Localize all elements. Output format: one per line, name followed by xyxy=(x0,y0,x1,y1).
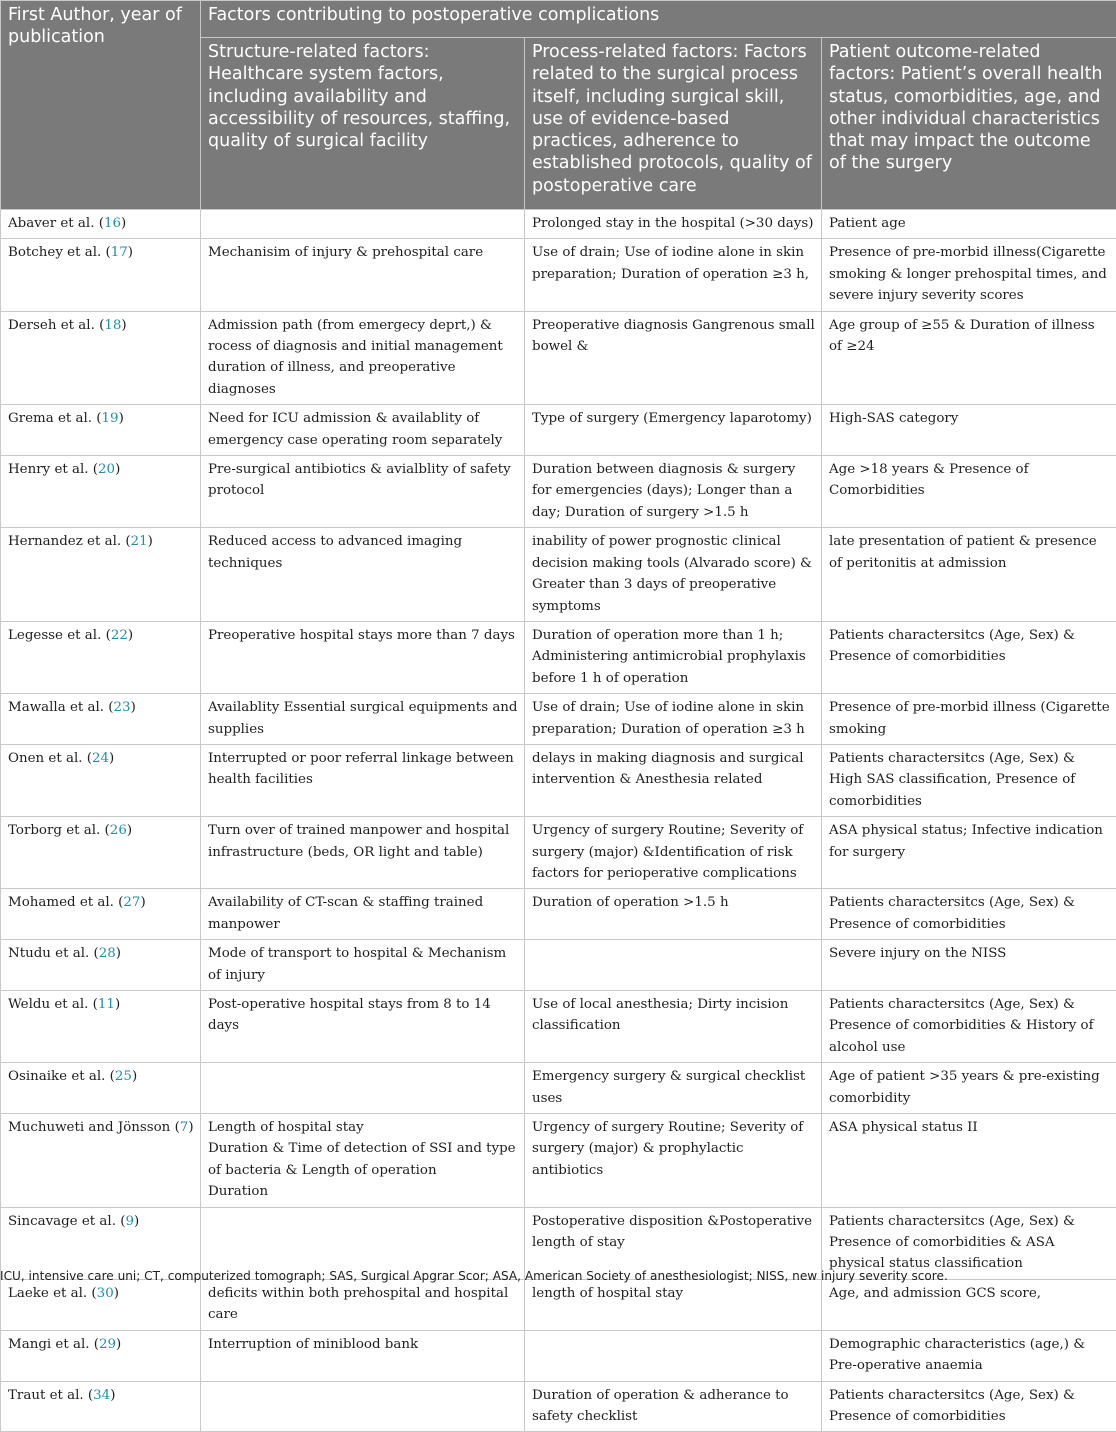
author-cell xyxy=(1,1330,201,1381)
table-footnote: ICU, intensive care uni; CT, computerized tomograph; SAS, Surgical Apgrar Scor; ASA, American Society of anesthesiologist; NISS, new injury severity score. xyxy=(0,1267,1116,1285)
author-cell xyxy=(1,456,201,528)
author-cell xyxy=(1,991,201,1063)
reference-close-paren: ) xyxy=(114,1286,119,1301)
reference-link[interactable]: 23 xyxy=(114,700,131,715)
structure-factor-cell xyxy=(201,1381,525,1432)
author-name: Mohamed et al. ( xyxy=(8,895,123,910)
table-row xyxy=(1,456,1116,528)
table-row xyxy=(1,239,1116,311)
outcome-factor-cell: Patients charactersitcs (Age, Sex) & Presence of comorbidities xyxy=(822,1381,1116,1432)
reference-close-paren: ) xyxy=(110,1388,115,1403)
structure-factor-cell: Mechanisim of injury & prehospital care xyxy=(201,239,525,311)
header-factors-group: Factors contributing to postoperative complications xyxy=(201,1,1116,38)
structure-factor-cell: Turn over of trained manpower and hospital infrastructure (beds, OR light and table) xyxy=(201,817,525,889)
author-name: Legesse et al. ( xyxy=(8,628,111,643)
reference-link[interactable]: 11 xyxy=(98,997,115,1012)
author-cell xyxy=(1,817,201,889)
author-name: Mawalla et al. ( xyxy=(8,700,114,715)
reference-close-paren: ) xyxy=(121,318,126,333)
reference-close-paren: ) xyxy=(121,216,126,231)
header-process-factors: Process-related factors: Factors related to the surgical process itself, including surgical skill, use of evidence-based practices, adherence to established protocols, quality of postoperative care xyxy=(525,38,822,210)
reference-link[interactable]: 25 xyxy=(115,1069,132,1084)
reference-close-paren: ) xyxy=(140,895,145,910)
structure-factor-cell xyxy=(201,210,525,239)
author-cell xyxy=(1,621,201,693)
author-cell xyxy=(1,694,201,745)
table-row xyxy=(1,889,1116,940)
structure-factor-cell: Admission path (from emergecy deprt,) & rocess of diagnosis and initial management duration of illness, and preoperative diagnoses xyxy=(201,311,525,405)
structure-factor-cell xyxy=(201,1114,525,1208)
structure-factor-cell: deficits within both prehospital and hospital care xyxy=(201,1279,525,1330)
reference-close-paren: ) xyxy=(128,628,133,643)
outcome-factor-cell: Presence of pre-morbid illness(Cigarette smoking & longer prehospital times, and severe injury severity scores xyxy=(822,239,1116,311)
structure-factor-cell: Interruption of miniblood bank xyxy=(201,1330,525,1381)
author-name: Ntudu et al. ( xyxy=(8,946,99,961)
reference-link[interactable]: 9 xyxy=(125,1214,134,1229)
author-cell xyxy=(1,528,201,622)
table-row xyxy=(1,1381,1116,1432)
reference-link[interactable]: 24 xyxy=(92,751,109,766)
author-cell xyxy=(1,405,201,456)
reference-close-paren: ) xyxy=(116,946,121,961)
reference-link[interactable]: 16 xyxy=(104,216,121,231)
process-factor-cell xyxy=(525,1330,822,1381)
outcome-factor-cell: Age of patient >35 years & pre-existing comorbidity xyxy=(822,1063,1116,1114)
author-cell xyxy=(1,239,201,311)
outcome-factor-cell: Age group of ≥55 & Duration of illness of ≥24 xyxy=(822,311,1116,405)
reference-link[interactable]: 21 xyxy=(131,534,148,549)
outcome-factor-cell: Patients charactersitcs (Age, Sex) & Presence of comorbidities & History of alcohol use xyxy=(822,991,1116,1063)
author-name: Sincavage et al. ( xyxy=(8,1214,125,1229)
process-factor-cell: delays in making diagnosis and surgical intervention & Anesthesia related xyxy=(525,744,822,816)
table-row xyxy=(1,528,1116,622)
outcome-factor-cell: Presence of pre-morbid illness (Cigarette smoking xyxy=(822,694,1116,745)
outcome-factor-cell: Patients charactersitcs (Age, Sex) & Presence of comorbidities & ASA physical status classification xyxy=(822,1207,1116,1279)
process-factor-cell: Use of local anesthesia; Dirty incision classification xyxy=(525,991,822,1063)
author-name: Derseh et al. ( xyxy=(8,318,104,333)
process-factor-cell: inability of power prognostic clinical decision making tools (Alvarado score) & Greater than 3 days of preoperative symptoms xyxy=(525,528,822,622)
reference-link[interactable]: 19 xyxy=(102,411,119,426)
table-row xyxy=(1,991,1116,1063)
reference-close-paren: ) xyxy=(119,411,124,426)
structure-factor-cell: Post-operative hospital stays from 8 to 14 days xyxy=(201,991,525,1063)
structure-factor-cell: Need for ICU admission & availablity of emergency case operating room separately xyxy=(201,405,525,456)
author-name: Traut et al. ( xyxy=(8,1388,93,1403)
author-name: Laeke et al. ( xyxy=(8,1286,97,1301)
reference-close-paren: ) xyxy=(116,1337,121,1352)
reference-close-paren: ) xyxy=(148,534,153,549)
structure-factor-cell: Mode of transport to hospital & Mechanism of injury xyxy=(201,940,525,991)
author-name: Mangi et al. ( xyxy=(8,1337,99,1352)
process-factor-cell: length of hospital stay xyxy=(525,1279,822,1330)
outcome-factor-cell: Patients charactersitcs (Age, Sex) & High SAS classification, Presence of comorbidities xyxy=(822,744,1116,816)
table-row xyxy=(1,210,1116,239)
table-row xyxy=(1,405,1116,456)
outcome-factor-cell: Patient age xyxy=(822,210,1116,239)
process-factor-cell: Preoperative diagnosis Gangrenous small bowel & xyxy=(525,311,822,405)
structure-factor-cell: Pre-surgical antibiotics & avialblity of safety protocol xyxy=(201,456,525,528)
author-name: Hernandez et al. ( xyxy=(8,534,131,549)
reference-close-paren: ) xyxy=(127,823,132,838)
structure-factor-cell: Preoperative hospital stays more than 7 days xyxy=(201,621,525,693)
header-structure-factors: Structure-related factors: Healthcare system factors, including availability and accessibility of resources, staffing, quality of surgical facility xyxy=(201,38,525,210)
reference-link[interactable]: 28 xyxy=(99,946,116,961)
process-factor-cell: Use of drain; Use of iodine alone in skin preparation; Duration of operation ≥3 h xyxy=(525,694,822,745)
table-row xyxy=(1,744,1116,816)
table-row xyxy=(1,1279,1116,1330)
reference-close-paren: ) xyxy=(132,1069,137,1084)
table-row xyxy=(1,694,1116,745)
reference-close-paren: ) xyxy=(131,700,136,715)
author-name: Henry et al. ( xyxy=(8,462,98,477)
structure-factor-line: Duration & Time of detection of SSI and type of bacteria & Length of operation xyxy=(208,1138,518,1181)
reference-close-paren: ) xyxy=(115,997,120,1012)
reference-link[interactable]: 26 xyxy=(110,823,127,838)
table-row xyxy=(1,817,1116,889)
author-cell xyxy=(1,1063,201,1114)
outcome-factor-cell: late presentation of patient & presence of peritonitis at admission xyxy=(822,528,1116,622)
outcome-factor-cell: High-SAS category xyxy=(822,405,1116,456)
author-cell xyxy=(1,311,201,405)
outcome-factor-cell: Severe injury on the NISS xyxy=(822,940,1116,991)
table-row xyxy=(1,621,1116,693)
structure-factor-cell: Availability of CT-scan & staffing trained manpower xyxy=(201,889,525,940)
reference-link[interactable]: 27 xyxy=(123,895,140,910)
author-cell xyxy=(1,1114,201,1208)
reference-link[interactable]: 18 xyxy=(104,318,121,333)
table-row xyxy=(1,1114,1116,1208)
author-cell xyxy=(1,889,201,940)
author-name: Weldu et al. ( xyxy=(8,997,98,1012)
author-cell xyxy=(1,1279,201,1330)
reference-close-paren: ) xyxy=(115,462,120,477)
author-name: Torborg et al. ( xyxy=(8,823,110,838)
outcome-factor-cell: ASA physical status; Infective indication for surgery xyxy=(822,817,1116,889)
author-name: Onen et al. ( xyxy=(8,751,92,766)
process-factor-cell: Emergency surgery & surgical checklist uses xyxy=(525,1063,822,1114)
structure-factor-line: Length of hospital stay xyxy=(208,1117,518,1138)
structure-factor-line: Duration xyxy=(208,1181,518,1202)
outcome-factor-cell: Demographic characteristics (age,) & Pre-operative anaemia xyxy=(822,1330,1116,1381)
outcome-factor-cell: Age, and admission GCS score, xyxy=(822,1279,1116,1330)
author-name: Muchuweti and Jönsson ( xyxy=(8,1120,180,1135)
outcome-factor-cell: Patients charactersitcs (Age, Sex) & Presence of comorbidities xyxy=(822,621,1116,693)
process-factor-cell: Prolonged stay in the hospital (>30 days) xyxy=(525,210,822,239)
outcome-factor-cell: ASA physical status II xyxy=(822,1114,1116,1208)
author-cell xyxy=(1,744,201,816)
author-cell xyxy=(1,940,201,991)
structure-factor-cell xyxy=(201,1063,525,1114)
process-factor-cell: Duration between diagnosis & surgery for emergencies (days); Longer than a day; Duration of surgery >1.5 h xyxy=(525,456,822,528)
reference-link[interactable]: 30 xyxy=(97,1286,114,1301)
reference-close-paren: ) xyxy=(109,751,114,766)
structure-factor-cell: Reduced access to advanced imaging techniques xyxy=(201,528,525,622)
reference-link[interactable]: 7 xyxy=(180,1120,189,1135)
process-factor-cell: Postoperative disposition &Postoperative length of stay xyxy=(525,1207,822,1279)
author-cell xyxy=(1,1381,201,1432)
reference-link[interactable]: 17 xyxy=(111,245,128,260)
process-factor-cell: Use of drain; Use of iodine alone in skin preparation; Duration of operation ≥3 h, xyxy=(525,239,822,311)
table-row xyxy=(1,1063,1116,1114)
process-factor-cell: Duration of operation >1.5 h xyxy=(525,889,822,940)
table-row xyxy=(1,1330,1116,1381)
process-factor-cell: Duration of operation more than 1 h; Administering antimicrobial prophylaxis before 1 h of operation xyxy=(525,621,822,693)
process-factor-cell xyxy=(525,940,822,991)
table-row xyxy=(1,311,1116,405)
process-factor-cell: Duration of operation & adherance to safety checklist xyxy=(525,1381,822,1432)
reference-link[interactable]: 34 xyxy=(93,1388,110,1403)
process-factor-cell: Type of surgery (Emergency laparotomy) xyxy=(525,405,822,456)
structure-factor-cell: Interrupted or poor referral linkage between health facilities xyxy=(201,744,525,816)
process-factor-cell: Urgency of surgery Routine; Severity of surgery (major) & prophylactic antibiotics xyxy=(525,1114,822,1208)
structure-factor-cell: Availablity Essential surgical equipments and supplies xyxy=(201,694,525,745)
header-first-author: First Author, year of publication xyxy=(1,1,201,210)
header-outcome-factors: Patient outcome-related factors: Patient’s overall health status, comorbidities, age, and other individual characteristics that may impact the outcome of the surgery xyxy=(822,38,1116,210)
reference-link[interactable]: 29 xyxy=(99,1337,116,1352)
author-name: Grema et al. ( xyxy=(8,411,102,426)
process-factor-cell: Urgency of surgery Routine; Severity of surgery (major) &Identification of risk factors for perioperative complications xyxy=(525,817,822,889)
table-row xyxy=(1,940,1116,991)
author-name: Botchey et al. ( xyxy=(8,245,111,260)
reference-close-paren: ) xyxy=(134,1214,139,1229)
reference-close-paren: ) xyxy=(188,1120,193,1135)
author-cell xyxy=(1,210,201,239)
outcome-factor-cell: Patients charactersitcs (Age, Sex) & Presence of comorbidities xyxy=(822,889,1116,940)
outcome-factor-cell: Age >18 years & Presence of Comorbidities xyxy=(822,456,1116,528)
reference-close-paren: ) xyxy=(128,245,133,260)
reference-link[interactable]: 22 xyxy=(111,628,128,643)
author-name: Abaver et al. ( xyxy=(8,216,104,231)
reference-link[interactable]: 20 xyxy=(98,462,115,477)
author-name: Osinaike et al. ( xyxy=(8,1069,115,1084)
